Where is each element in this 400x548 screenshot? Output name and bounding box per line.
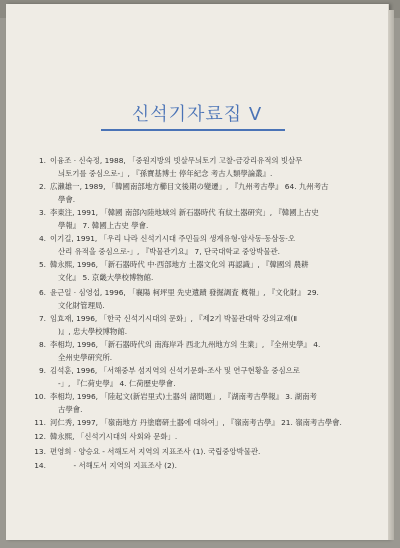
reference-text xyxy=(50,390,352,416)
reference-text xyxy=(50,364,352,390)
reference-text xyxy=(50,286,352,312)
reference-text xyxy=(50,180,352,206)
reference-line-continued: 學報』 7. 韓國上古史 學會. xyxy=(58,221,149,230)
reference-number: 9. xyxy=(38,366,46,375)
reference-text xyxy=(50,338,352,364)
reference-text xyxy=(50,206,352,232)
reference-text xyxy=(50,232,352,258)
reference-number: 2. xyxy=(38,182,46,191)
reference-line: 李東注, 1991, 「韓國 南部內陸地域의 新石器時代 有紋土器硏究」, 『韓國上古史 xyxy=(50,208,319,217)
reference-line-continued: 산리 유적을 중심으로-」, 『박물관기요』 7, 단국대학교 중앙박물관. xyxy=(58,247,281,256)
reference-text xyxy=(50,312,352,338)
reference-number: 4. xyxy=(38,234,46,243)
reference-line-continued: 文化』 5. 京畿大學校博物館. xyxy=(58,273,154,282)
reference-line: 윤근일 · 심영섭, 1996, 「襄陽 柯坪里 先史遺蹟 發掘調査 槪報」, 『文化財』 29. xyxy=(50,288,319,297)
reference-line-continued: 全州史學硏究所. xyxy=(58,353,113,362)
reference-number: 14. xyxy=(34,461,46,470)
reference-line-continued: 늬토기를 중심으로-」, 『孫寶基博士 停年紀念 考古人類學論叢』. xyxy=(58,169,273,178)
document-page xyxy=(6,4,389,540)
reference-text xyxy=(50,430,352,443)
title-underline xyxy=(101,129,285,131)
reference-text xyxy=(50,459,352,472)
reference-text xyxy=(50,445,352,458)
reference-line-continued: )』, 忠大學校博物館. xyxy=(58,327,128,336)
reference-number: 7. xyxy=(38,314,46,323)
page-edge xyxy=(388,10,394,540)
reference-number: 1. xyxy=(38,156,46,165)
reference-line: 韓永熙, 「신석기시대의 사회와 문화」. xyxy=(50,432,178,441)
reference-line-continued: 學會. xyxy=(58,195,76,204)
reference-number: 11. xyxy=(34,418,46,427)
reference-number: 6. xyxy=(38,288,46,297)
reference-number: 12. xyxy=(34,432,46,441)
reference-line: 李相均, 1996, 「新石器時代의 南海岸과 西北九州地方의 生業」, 『全州史學』 4. xyxy=(50,340,321,349)
reference-line: 韓永熙, 1996, 「新石器時代 中·西部地方 土器文化의 再認識」, 『韓國의 農耕 xyxy=(50,260,309,269)
reference-text xyxy=(50,258,352,284)
reference-line: 임효재, 1996, 「한국 신석기시대의 문화」, 『제2기 박물관대학 강의교재(Ⅱ xyxy=(50,314,298,323)
reference-line-continued: -」, 『仁荷史學』 4. 仁荷歷史學會. xyxy=(58,379,176,388)
reference-line-continued: 文化財管理局. xyxy=(58,301,105,310)
reference-number: 5. xyxy=(38,260,46,269)
reference-text xyxy=(50,154,352,180)
reference-line: 河仁秀, 1997, 「嶺南地方 丹塗磨硏土器에 대하여」, 『嶺南考古學』 21. 嶺南考古學會. xyxy=(50,418,342,427)
reference-line-continued: 古學會. xyxy=(58,405,83,414)
reference-line: 이융조 · 신숙정, 1988, 「중원지방의 빗살무늬토기 고찰-금강리유적의 빗살무 xyxy=(50,156,303,165)
reference-number: 13. xyxy=(34,447,46,456)
reference-line: 편영희 · 양승요 - 서해도서 지역의 지표조사 (1). 국립중앙박물관. xyxy=(50,447,261,456)
reference-line: 이기길, 1991, 「우리 나라 신석기시대 주민들의 생계유형-암사동·동삼동·오 xyxy=(50,234,296,243)
reference-text xyxy=(50,416,352,429)
reference-number: 10. xyxy=(34,392,46,401)
reference-line: 김석훈, 1996, 「서해중부 섬지역의 신석기문화-조사 및 연구현황을 중심으로 xyxy=(50,366,300,375)
reference-number: 3. xyxy=(38,208,46,217)
page-title: 신석기자료집 V xyxy=(131,104,263,125)
reference-line: 広瀨雄一, 1989, 「韓國南部地方櫛目文後期の變遷」, 『九州考古學』 64. 九州考古 xyxy=(50,182,329,191)
reference-line: - 서해도서 지역의 지표조사 (2). xyxy=(50,461,177,470)
reference-number: 8. xyxy=(38,340,46,349)
reference-line: 李相均, 1996, 「陸起文(新岩里式)土器의 諸問題」, 『湖南考古學報』 3. 湖南考 xyxy=(50,392,317,401)
